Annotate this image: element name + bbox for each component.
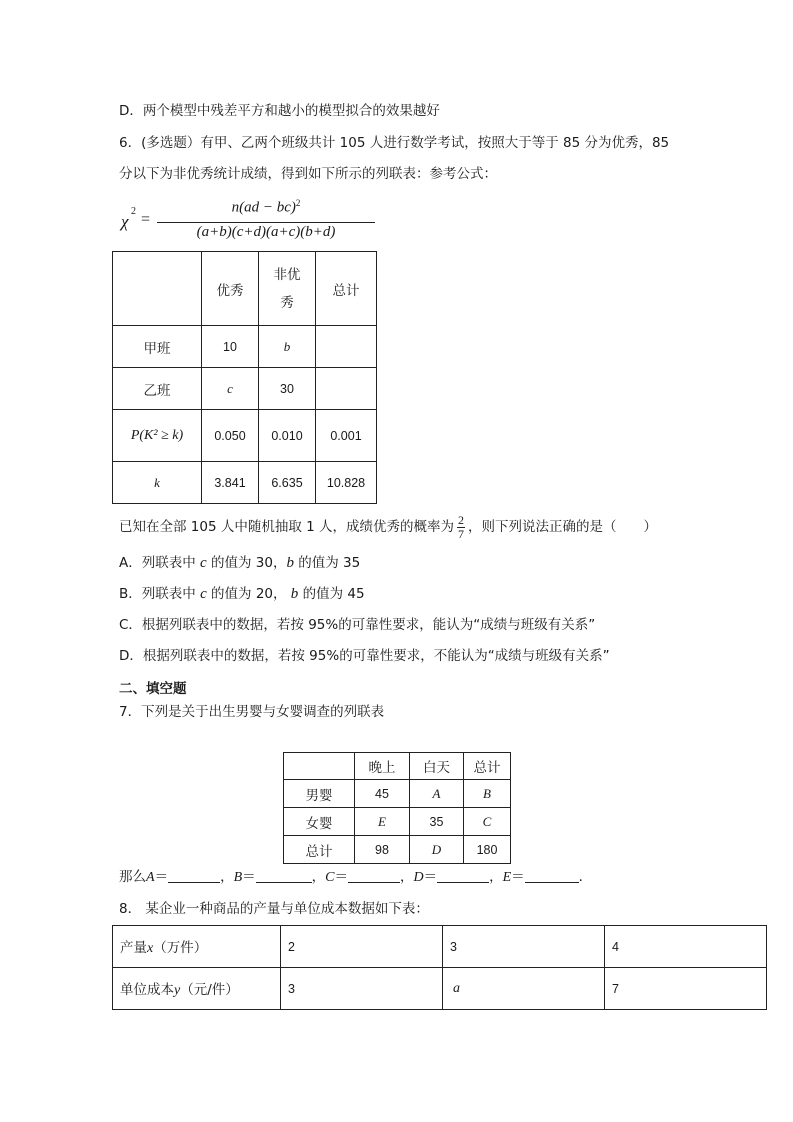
table-cell bbox=[316, 368, 377, 410]
option-text: 的值为 45 bbox=[298, 586, 365, 602]
answer-blank-c[interactable] bbox=[348, 868, 400, 883]
table-header-cell: 晚上 bbox=[355, 753, 410, 780]
q8-stem: 8． 某企业一种商品的产量与单位成本数据如下表： bbox=[119, 901, 429, 917]
answer-blank-e[interactable] bbox=[525, 868, 579, 883]
table-cell: 10 bbox=[202, 326, 259, 368]
option-text: B．列联表中 bbox=[119, 586, 201, 602]
q6-stem-line2: 分以下为非优秀统计成绩，得到如下所示的列联表：参考公式： bbox=[119, 166, 497, 182]
table-row bbox=[284, 836, 511, 864]
row-var: x bbox=[147, 941, 154, 956]
formula-eq: = bbox=[141, 211, 151, 228]
option-text: 的值为 20， bbox=[206, 586, 291, 602]
blank-sep: ， bbox=[311, 869, 326, 885]
table-cell bbox=[113, 252, 202, 326]
table-header-cell: 总计 bbox=[464, 753, 511, 780]
given-prefix: 已知在全部 105 人中随机抽取 1 人，成绩优秀的概率为 bbox=[119, 519, 455, 535]
option-text: A．列联表中 bbox=[119, 555, 201, 571]
row-var: y bbox=[174, 983, 181, 998]
blank-var: A bbox=[146, 870, 155, 885]
table-row bbox=[113, 326, 377, 368]
formula-fraction-bar bbox=[157, 222, 375, 223]
q5-option-d: D．两个模型中残差平方和越小的模型拟合的效果越好 bbox=[119, 103, 440, 119]
table-cell: 总计 bbox=[284, 836, 355, 864]
table-cell: 180 bbox=[464, 836, 511, 864]
table-row bbox=[113, 368, 377, 410]
table-header-cell bbox=[259, 252, 316, 326]
table-cell: D bbox=[410, 836, 464, 864]
table-cell: 3 bbox=[281, 968, 443, 1010]
formula-numerator: n(ad − bc) bbox=[231, 199, 296, 216]
answer-blank-d[interactable] bbox=[437, 868, 489, 883]
table-cell: 3.841 bbox=[202, 462, 259, 504]
blank-var: D bbox=[413, 870, 424, 885]
option-var: b bbox=[290, 586, 299, 602]
table-cell: B bbox=[464, 780, 511, 808]
table-cell: 98 bbox=[355, 836, 410, 864]
table-cell: E bbox=[355, 808, 410, 836]
table-cell: c bbox=[202, 368, 259, 410]
table-cell bbox=[113, 926, 281, 968]
blank-sep: ， bbox=[489, 869, 503, 885]
table-cell: C bbox=[464, 808, 511, 836]
table-cell: 乙班 bbox=[113, 368, 202, 410]
table-cell: 3 bbox=[443, 926, 605, 968]
table-header-cell: 优秀 bbox=[202, 252, 259, 326]
table-cell: 甲班 bbox=[113, 326, 202, 368]
table-cell: 10.828 bbox=[316, 462, 377, 504]
answer-blank-a[interactable] bbox=[168, 868, 220, 883]
table-cell: 6.635 bbox=[259, 462, 316, 504]
row-unit: （元/件） bbox=[180, 982, 239, 998]
q6-option-a bbox=[119, 553, 360, 573]
option-text: 的值为 30， bbox=[206, 555, 287, 571]
given-suffix: ，则下列说法正确的是（ ） bbox=[468, 519, 658, 535]
blank-var: C bbox=[325, 870, 335, 885]
q6-given bbox=[119, 512, 657, 542]
table-cell: b bbox=[259, 326, 316, 368]
blank-eq: ＝ bbox=[154, 869, 169, 885]
answer-blank-b[interactable] bbox=[256, 868, 312, 883]
table-cell: P(K² ≥ k) bbox=[113, 410, 202, 462]
blank-sep: ， bbox=[399, 869, 414, 885]
table-cell: 30 bbox=[259, 368, 316, 410]
fraction-denominator: 7 bbox=[458, 526, 465, 541]
table-row bbox=[113, 926, 767, 968]
blank-end: ． bbox=[578, 869, 593, 885]
table-header-cell: 白天 bbox=[410, 753, 464, 780]
table-cell bbox=[113, 968, 281, 1010]
table-row bbox=[284, 780, 511, 808]
option-var: c bbox=[200, 586, 207, 602]
q6-option-c: C．根据列联表中的数据，若按 95%的可靠性要求，能认为“成绩与班级有关系” bbox=[119, 617, 596, 633]
option-text: 的值为 35 bbox=[293, 555, 361, 571]
table-cell: 35 bbox=[410, 808, 464, 836]
table-cell: 0.050 bbox=[202, 410, 259, 462]
table-row bbox=[113, 252, 377, 326]
table-header-cell: 总计 bbox=[316, 252, 377, 326]
formula-numerator-sup: 2 bbox=[295, 198, 301, 208]
blank-eq: ＝ bbox=[242, 869, 256, 885]
table-row bbox=[113, 968, 767, 1010]
q6-option-b bbox=[119, 584, 365, 604]
table-cell: 0.001 bbox=[316, 410, 377, 462]
table-cell bbox=[284, 753, 355, 780]
chi-square-formula bbox=[119, 198, 359, 248]
blank-eq: ＝ bbox=[334, 869, 348, 885]
q7-answer-line bbox=[119, 867, 592, 888]
row-label: 产量 bbox=[120, 940, 147, 956]
table-cell: 2 bbox=[281, 926, 443, 968]
table-cell: k bbox=[113, 462, 202, 504]
table-cell: 女婴 bbox=[284, 808, 355, 836]
q7-stem: 7．下列是关于出生男婴与女婴调查的列联表 bbox=[119, 704, 385, 720]
blank-var: B bbox=[233, 870, 243, 885]
blank-eq: ＝ bbox=[423, 869, 438, 885]
formula-lhs: χ bbox=[121, 212, 129, 231]
table-cell: 4 bbox=[605, 926, 767, 968]
answer-prefix: 那么 bbox=[119, 869, 146, 885]
q6-stem-line1: 6．(多选题）有甲、乙两个班级共计 105 人进行数学考试，按照大于等于 85 分为优秀，85 bbox=[119, 135, 670, 151]
blank-sep: ， bbox=[220, 869, 234, 885]
table-cell: a bbox=[443, 968, 605, 1010]
table-row bbox=[284, 808, 511, 836]
table-row bbox=[284, 753, 511, 780]
formula-lhs-sup: 2 bbox=[131, 206, 136, 217]
fraction-numerator: 2 bbox=[458, 512, 465, 527]
table-cell: 0.010 bbox=[259, 410, 316, 462]
table-cell: 男婴 bbox=[284, 780, 355, 808]
table-cell bbox=[316, 326, 377, 368]
table-cell: 7 bbox=[605, 968, 767, 1010]
option-var: c bbox=[200, 555, 207, 571]
table-cell: A bbox=[410, 780, 464, 808]
option-var: b bbox=[286, 555, 294, 571]
row-unit: （万件） bbox=[153, 940, 208, 956]
q7-birth-table bbox=[283, 752, 511, 864]
table-row bbox=[113, 410, 377, 462]
header-line: 秀 bbox=[280, 294, 294, 311]
header-line: 非优 bbox=[273, 266, 301, 283]
section-title: 二、填空题 bbox=[119, 681, 187, 697]
blank-var: E bbox=[502, 870, 512, 885]
table-row bbox=[113, 462, 377, 504]
q6-option-d: D．根据列联表中的数据，若按 95%的可靠性要求，不能认为“成绩与班级有关系” bbox=[119, 648, 610, 664]
q8-data-table bbox=[112, 925, 767, 1010]
table-cell: 45 bbox=[355, 780, 410, 808]
blank-eq: ＝ bbox=[511, 869, 525, 885]
formula-denominator: (a+b)(c+d)(a+c)(b+d) bbox=[196, 224, 336, 240]
row-label: 单位成本 bbox=[120, 982, 174, 998]
probability-fraction bbox=[457, 514, 465, 541]
q6-contingency-table bbox=[112, 251, 377, 504]
